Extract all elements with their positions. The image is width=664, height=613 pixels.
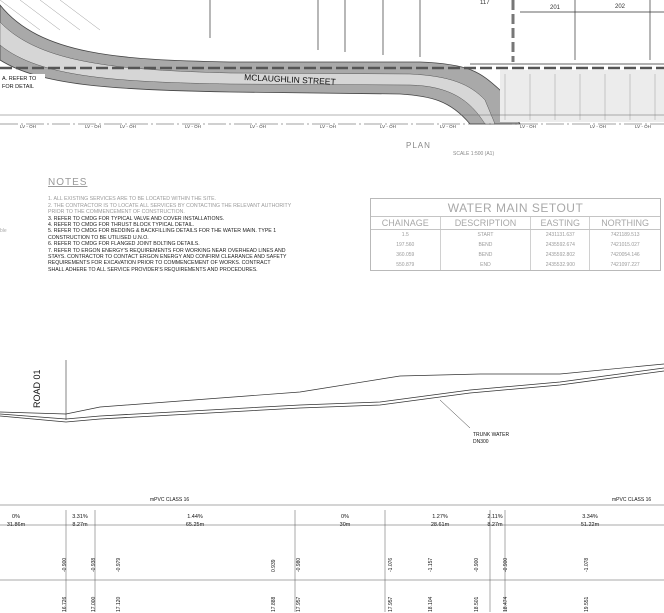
level-value: 17.957 (388, 596, 394, 612)
note-line: 7. REFER TO ERGON ENERGY'S REQUIREMENTS FOR WORKING NEAR OVERHEAD LINES AND (48, 247, 286, 254)
table-row (371, 230, 660, 241)
level-value: 19.551 (584, 596, 590, 612)
grade-length: 30m (339, 522, 351, 528)
grade-percent: 2.11% (487, 514, 503, 520)
setout-cell: 550.879 (396, 262, 415, 268)
setout-cell: 2435592.674 (531, 240, 590, 250)
level-value: 16.726 (62, 596, 68, 612)
lv-label: LV - OH (120, 124, 136, 129)
grade-length: 51.22m (580, 522, 600, 528)
setout-title: WATER MAIN SETOUT (371, 199, 660, 217)
lv-label: LV - OH (250, 124, 266, 129)
lot-lines (210, 0, 664, 64)
table-row (371, 250, 660, 260)
note-line: 6. REFER TO CMDG FOR FLANGED JOINT BOLTING DETAILS. (48, 241, 200, 248)
plan-title: PLAN (406, 141, 431, 150)
lot-number: 201 (550, 5, 561, 11)
lv-label: LV - OH (590, 124, 606, 129)
depth-value: -0.938 (91, 557, 97, 572)
depth-value: -0.900 (474, 557, 480, 572)
plan-scale: SCALE 1:500 (A1) (453, 151, 495, 157)
note-line: 4. REFER TO CMDG FOR THRUST BLOCK TYPICAL DETAIL. (48, 222, 195, 229)
level-value: 18.474 (503, 596, 509, 612)
depth-value: -1.078 (584, 557, 590, 572)
lv-label: LV - OH (440, 124, 456, 129)
note-line: SHALL ADHERE TO ALL SERVICE PROVIDER'S REQUIREMENTS AND PROCEDURES. (48, 266, 258, 273)
setout-cell: 2435532.900 (531, 260, 590, 270)
setout-header-cell: CHAINAGE (371, 217, 440, 230)
trunk-label: TRUNK WATER (473, 432, 510, 438)
setout-cell: 7420054.146 (590, 250, 660, 260)
setout-cell: BEND (440, 240, 531, 250)
note-line: 5. REFER TO CMDG FOR BEDDING & BACKFILLING DETAILS FOR THE WATER MAIN. TYPE 1 (48, 228, 277, 235)
level-value: 18.104 (428, 596, 434, 612)
depth-value: -0.900 (62, 557, 68, 572)
depth-value: -1.157 (428, 557, 434, 572)
refer-label: A. REFER TO (2, 76, 37, 82)
lv-label: LV - OH (380, 124, 396, 129)
longitudinal-profile (0, 350, 664, 613)
depth-value: -0.900 (503, 557, 509, 572)
lot-number: 202 (615, 4, 626, 10)
setout-cell: 7421097.227 (590, 260, 660, 270)
lv-label: LV - OH (635, 124, 651, 129)
street-name: MCLAUGHLIN STREET (243, 72, 336, 87)
level-value: 17.000 (91, 596, 97, 612)
setout-header-cell: EASTING (531, 217, 590, 230)
lv-label: LV - OH (185, 124, 201, 129)
setout-cell: 7421189.513 (590, 230, 660, 241)
depth-value: -0.980 (296, 557, 302, 572)
grade-percent: 3.34% (582, 514, 598, 520)
grade-length: 28.61m (430, 522, 450, 528)
grade-percent: 1.27% (432, 514, 448, 520)
lv-label: LV - OH (20, 124, 36, 129)
note-line: CONSTRUCTION TO BE UTILISED U.N.O. (48, 234, 149, 241)
note-line: REQUIREMENTS FOR EXCAVATION PRIOR TO COMMENCEMENT OF WORKS. CONTRACT (48, 260, 271, 267)
setout-cell: 2431131.637 (531, 230, 590, 241)
depth-value: 0.939 (271, 559, 277, 572)
level-value: 18.501 (474, 596, 480, 612)
grade-percent: 3.31% (72, 514, 88, 520)
setout-cell: 360.059 (396, 252, 415, 258)
note-line: 1. ALL EXISTING SERVICES ARE TO BE LOCATED WITHIN THE SITE. (48, 196, 216, 203)
notes-title: NOTES (48, 177, 88, 188)
trunk-label: DN300 (473, 439, 489, 445)
class-label: mPVC CLASS 16 (150, 497, 190, 503)
grade-percent: 0% (341, 514, 349, 520)
grade-length: 8.27m (487, 522, 503, 528)
notes-block (48, 177, 348, 273)
depth-value: -0.979 (116, 557, 122, 572)
depth-value: -1.076 (388, 557, 394, 572)
lv-label: LV - OH (320, 124, 336, 129)
water-main-setout-table (370, 198, 661, 271)
note-line: 2. THE CONTRACTOR IS TO LOCATE ALL SERVICES BY CONTACTING THE RELEVANT AUTHORITY (48, 202, 292, 209)
setout-cell: BEND (440, 250, 531, 260)
setout-cell: 1.5 (401, 232, 409, 238)
grade-percent: 0% (12, 514, 20, 520)
road-label: ROAD 01 (32, 369, 42, 408)
level-value: 17.957 (296, 596, 302, 612)
table-row (371, 260, 660, 270)
profile-pipe-top (0, 368, 664, 419)
class-label: mPVC CLASS 16 (612, 497, 652, 503)
setout-cell: START (440, 230, 531, 241)
notes-list (48, 196, 348, 273)
grade-percent: 1.44% (187, 514, 203, 520)
left-edge-fragment: ble (0, 228, 7, 234)
setout-header-cell: NORTHING (590, 217, 660, 230)
setout-cell: END (440, 260, 531, 270)
refer-label: FOR DETAIL (2, 84, 34, 90)
profile-pipe-bottom (0, 371, 664, 422)
lot-number: 117 (480, 0, 490, 6)
setout-cell: 2435592.802 (531, 250, 590, 260)
right-hatched-area (500, 70, 664, 122)
note-line: STAYS. CONTRACTOR TO CONTACT ERGON ENERGY AND CONFIRM CLEARANCE AND SAFETY (48, 254, 287, 261)
setout-grid (371, 217, 660, 270)
level-value: 17.120 (116, 596, 122, 612)
grade-length: 8.27m (72, 522, 88, 528)
setout-header-cell: DESCRIPTION (440, 217, 531, 230)
trunk-leader (440, 400, 470, 428)
table-row (371, 240, 660, 250)
grade-length: 65.25m (185, 522, 205, 528)
grade-length: 31.86m (6, 522, 26, 528)
lv-label: LV - OH (520, 124, 536, 129)
setout-cell: 197.560 (396, 242, 415, 248)
plan-view (0, 0, 664, 175)
note-line: PRIOR TO THE COMMENCEMENT OF CONSTRUCTION. (48, 209, 185, 216)
lv-label: LV - OH (85, 124, 101, 129)
level-value: 17.888 (271, 596, 277, 612)
setout-cell: 7421015.027 (590, 240, 660, 250)
note-line: 3. REFER TO CMDG FOR TYPICAL VALVE AND COVER INSTALLATIONS. (48, 215, 225, 222)
